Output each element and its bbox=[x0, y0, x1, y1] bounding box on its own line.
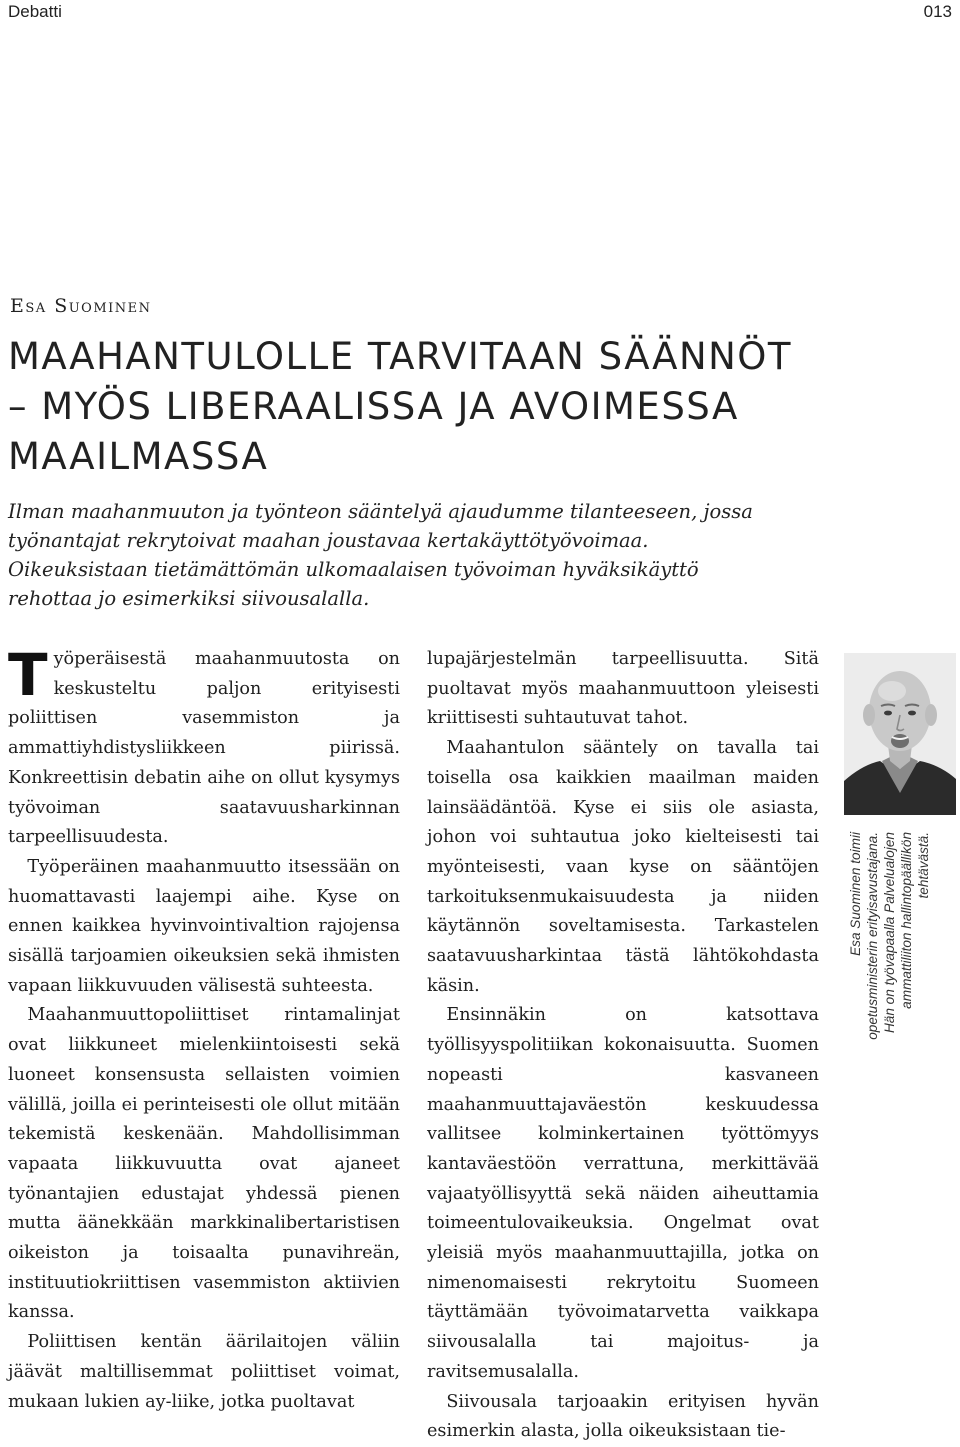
body-paragraph: Ensinnäkin on katsottava työllisyyspolitiikan kokonaisuutta. Suomen nopeasti kasvaneen maahanmuuttajaväestön keskuudessa vallitsee kolminkertainen työttömyys kantaväestöön verrattuna, merkittävää vajaatyöllisyyttä sekä näiden aiheuttamia toimeentulovaikeuksia. Ongelmat ovat yleisiä myös maahanmuuttajilla, jotka on nimenomaisesti rekrytoitu Suomeen täyttämään työvoimatarvetta vaikkapa siivousalalla tai majoitus- ja ravitsemusalalla. bbox=[427, 1005, 819, 1382]
caption-line: Hän on työvapaalla Palvelualojen bbox=[882, 832, 897, 1034]
page-number: 013 bbox=[923, 2, 952, 21]
headline-line: MAAILMASSA bbox=[8, 435, 269, 478]
portrait-illustration bbox=[844, 653, 956, 815]
headline-line: MAAHANTULOLLE TARVITAAN SÄÄNNÖT bbox=[8, 335, 793, 378]
body-paragraph: Maahanmuuttopoliittiset rintamalinjat ovat liikkuneet mielenkiintoisesti sekä luoneet konsensusta sellaisten voimien välillä, joilla ei perinteisesti ole ollut mitään tekemistä keskenään. Mahdollisimman vapaata liikkuvuutta ovat ajaneet työnantajien edustajat yhdessä pienen mutta äänekkään markkinalibertaristisen oikeiston ja toisaalta punavihreän, instituutiokriittisen vasemmiston aktiivien kanssa. bbox=[8, 1005, 400, 1323]
caption-line: ammattiliiton hallintopäällikön bbox=[899, 832, 914, 1009]
body-paragraph: Siivousala tarjoaakin erityisen hyvän esimerkin alasta, jolla oikeuksistaan tie- bbox=[427, 1391, 819, 1442]
caption-line: tehtävästä. bbox=[916, 832, 931, 899]
body-paragraph: Työperäinen maahanmuutto itsessään on huomattavasti laajempi aihe. Kyse on ennen kaikkea hyvinvointivaltion rajojensa sisällä tarjoamien oikeuksien sekä ihmisten vapaan liikkuvuuden välisestä suhteesta. bbox=[8, 856, 400, 996]
article-lead: Ilman maahanmuuton ja työnteon sääntelyä ajaudumme tilanteeseen, jossa työnantajat rekrytoivat maahan joustavaa kertakäyttötyövoimaa. Oikeuksistaan tietämättömän ulkomaalaisen työvoiman hyväksikäyttö rehottaa jo esimerkiksi siivousalalla. bbox=[8, 500, 753, 610]
paragraph-text: yöperäisestä maahanmuutosta on keskusteltu paljon erityisesti poliittisen vasemmiston ja ammattiyhdistysliikkeen piirissä. Konkreettisin debatin aihe on ollut kysymys työvoiman saatavuusharkinnan tarpeellisuudesta. bbox=[8, 649, 400, 848]
caption-line: opetusministerin erityisavustajana. bbox=[865, 832, 880, 1040]
body-column-left bbox=[8, 641, 400, 1417]
section-label: Debatti bbox=[8, 2, 62, 21]
drop-cap: T bbox=[8, 641, 48, 709]
author-portrait bbox=[844, 653, 956, 815]
article-headline bbox=[8, 332, 908, 482]
body-column-right bbox=[427, 645, 819, 1447]
author-byline: Esa Suominen bbox=[10, 295, 152, 317]
headline-line: – MYÖS LIBERAALISSA JA AVOIMESSA bbox=[8, 385, 739, 428]
caption-line: Esa Suominen toimii bbox=[848, 832, 863, 956]
body-paragraph: lupajärjestelmän tarpeellisuutta. Sitä puoltavat myös maahanmuuttoon yleisesti kriittisesti suhtautuvat tahot. bbox=[427, 649, 819, 729]
body-paragraph bbox=[8, 641, 400, 853]
portrait-caption bbox=[847, 832, 932, 1072]
body-paragraph: Poliittisen kentän äärilaitojen väliin jäävät maltillisemmat poliittiset voimat, mukaan lukien ay-liike, jotka puoltavat bbox=[8, 1332, 400, 1412]
body-paragraph: Maahantulon sääntely on tavalla tai toisella osa kaikkien maailman maiden lainsäädäntöä. Kyse ei siis ole asiasta, johon voi suhtautua joko kielteisesti tai myönteisesti, vaan kyse on sääntöjen tarkoituksenmukaisuudesta ja niiden käytännön soveltamisesta. Tarkastelen saatavuusharkintaa tästä lähtökohdasta käsin. bbox=[427, 738, 819, 996]
